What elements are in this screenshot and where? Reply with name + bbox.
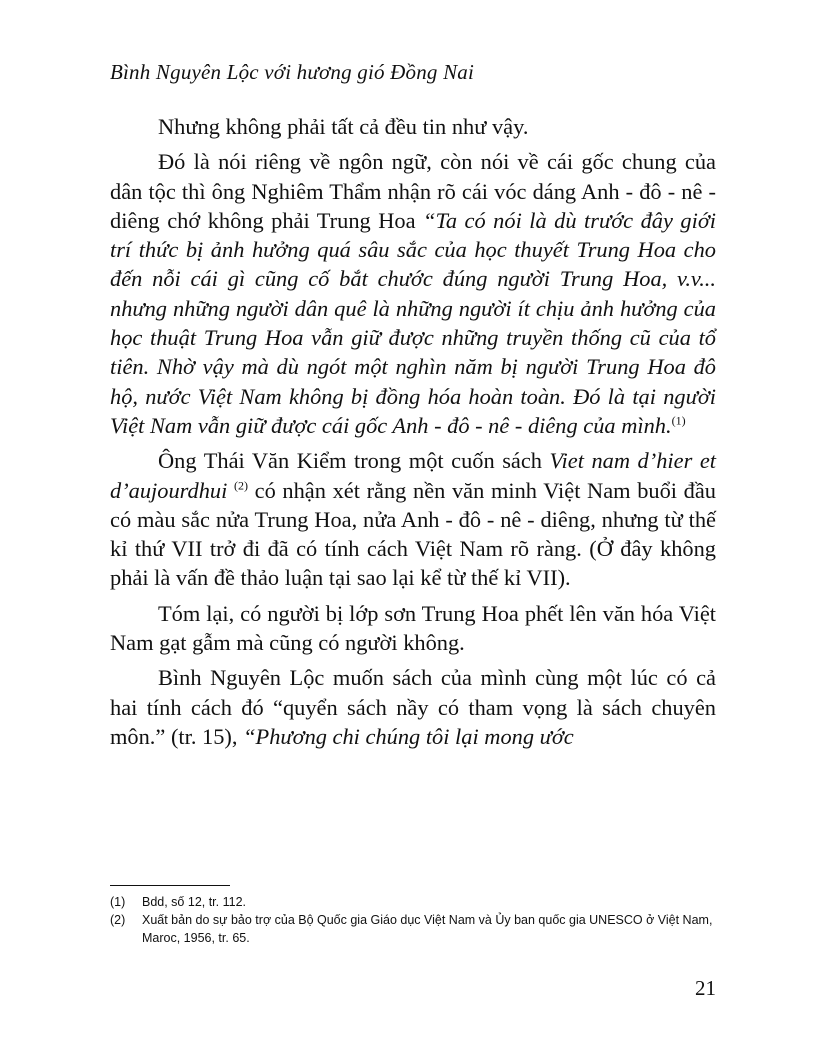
paragraph-4-text: Tóm lại, có người bị lớp sơn Trung Hoa phết lên văn hóa Việt Nam gạt gẫm mà cũng có người không. <box>110 600 716 656</box>
footnote-2 <box>110 911 722 947</box>
paragraph-4 <box>110 599 716 658</box>
footnote-1-text: Bdd, số 12, tr. 112. <box>142 895 247 909</box>
book-title: Viet nam d’hier et d’aujourdhui <box>110 448 716 503</box>
paragraph-2-text: Đó là nói riêng về ngôn ngữ, còn nói về cái gốc chung của dân tộc thì ông Nghiêm Thẩm nhận rõ cái vóc dáng Anh - đô - nê - diêng chớ không phải Trung Hoa <box>110 149 716 233</box>
footnote-1 <box>110 893 722 911</box>
footnote-ref-2: (2) <box>234 478 248 493</box>
paragraph-2-quote: “Ta có nói là dù trước đây giới trí thức bị ảnh hưởng quá sâu sắc của học thuyết Trung Hoa cho đến nỗi cái gì cũng cố bắt chước đúng người Trung Hoa, v.v... nhưng những người dân quê là những người ít chịu ảnh hưởng của học thuật Trung Hoa vẫn giữ được những truyền thống cũ của tổ tiên. Nhờ vậy mà dù ngót một nghìn năm bị người Trung Hoa đô hộ, nước Việt Nam không bị đồng hóa hoàn toàn. Đó là tại người Việt Nam vẫn giữ được cái gốc Anh - đô - nê - diêng của mình. <box>110 207 716 438</box>
paragraph-2 <box>110 147 716 440</box>
paragraph-1 <box>110 112 716 141</box>
footnote-1-mark: (1) <box>110 895 126 909</box>
paragraph-5 <box>110 663 716 751</box>
paragraph-3-text-a: Ông Thái Văn Kiểm trong một cuốn sách <box>158 448 550 474</box>
page-number: 21 <box>695 976 716 1000</box>
paragraph-3-text-b: có nhận xét rằng nền văn minh Việt Nam buổi đầu có màu sắc nửa Trung Hoa, nửa Anh - đô - nê - diêng, nhưng từ thế kỉ thứ VII trở đi đã có tính cách Việt Nam rõ ràng. (Ở đây không phải là vấn đề thảo luận tại sao lại kể từ thế kỉ VII). <box>110 477 717 591</box>
paragraph-5-quote: “Phương chi chúng tôi lại mong ước <box>243 723 574 749</box>
footnote-divider <box>110 885 230 886</box>
paragraph-5-text: Bình Nguyên Lộc muốn sách của mình cùng một lúc có cả hai tính cách đó “quyển sách nầy có tham vọng là sách chuyên môn.” (tr. 15), <box>110 665 716 749</box>
running-head: Bình Nguyên Lộc với hương gió Đồng Nai <box>110 60 475 84</box>
body-text <box>110 112 716 757</box>
footnote-ref-1: (1) <box>671 413 686 428</box>
footnote-2-text: Xuất bản do sự bảo trợ của Bộ Quốc gia Giáo dục Việt Nam và Ủy ban quốc gia UNESCO ở Việt Nam, Maroc, 1956, tr. 65. <box>142 913 713 945</box>
paragraph-3 <box>110 446 716 592</box>
footnotes <box>110 893 722 947</box>
footnote-2-mark: (2) <box>110 913 126 927</box>
paragraph-1-text: Nhưng không phải tất cả đều tin như vậy. <box>158 114 529 139</box>
